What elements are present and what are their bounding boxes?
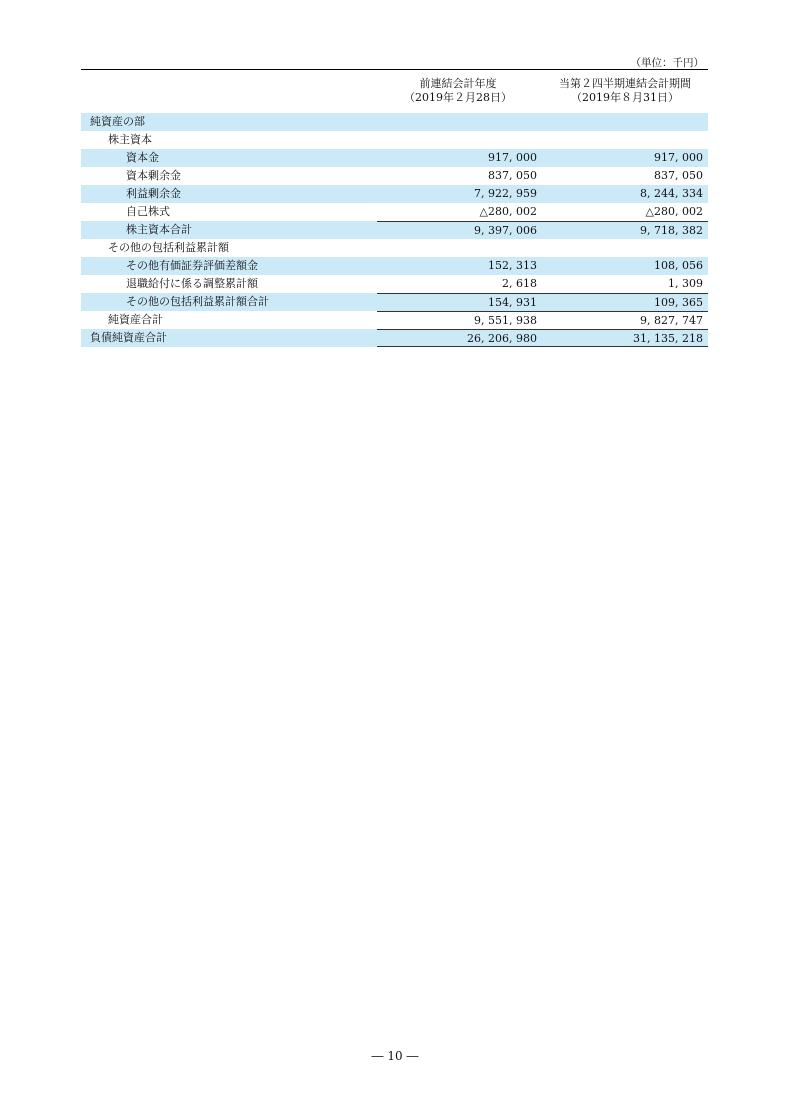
- value-curr: [542, 239, 708, 257]
- value-prev: [377, 131, 542, 149]
- column-date-prev: （2019年２月28日）: [404, 91, 512, 104]
- value-prev: 154, 931: [377, 293, 542, 311]
- row-label: その他の包括利益累計額: [108, 241, 229, 254]
- value-prev: 9, 551, 938: [377, 311, 542, 329]
- row-label: その他の包括利益累計額合計: [126, 295, 269, 308]
- row-label: 純資産の部: [90, 115, 145, 128]
- value-curr: 917, 000: [654, 151, 703, 164]
- column-header-prev-fiscal-year: [373, 77, 543, 105]
- row-label: 自己株式: [126, 205, 170, 218]
- value-prev: 917, 000: [488, 151, 537, 164]
- balance-sheet-table: [81, 113, 708, 347]
- table-row: [81, 257, 708, 275]
- page-number: ― 10 ―: [371, 1049, 419, 1063]
- row-label: その他有価証券評価差額金: [126, 259, 258, 272]
- value-curr: 109, 365: [542, 293, 708, 311]
- value-curr: △280, 002: [645, 205, 703, 218]
- row-label: 利益剰余金: [126, 187, 181, 200]
- row-label: 資本剰余金: [126, 169, 181, 182]
- value-prev: 2, 618: [502, 277, 537, 290]
- table-row: [81, 275, 708, 293]
- row-label: 退職給付に係る調整累計額: [126, 277, 258, 290]
- value-prev: 152, 313: [488, 259, 537, 272]
- unit-label: （単位：千円）: [630, 57, 704, 69]
- value-curr: 1, 309: [668, 277, 703, 290]
- table-row: [81, 113, 708, 131]
- table-row-subtotal: [81, 293, 708, 311]
- value-curr: 8, 244, 334: [640, 187, 703, 200]
- column-header-current-quarter: [540, 77, 710, 105]
- table-row: [81, 149, 708, 167]
- value-prev: 837, 050: [488, 169, 537, 182]
- row-label: 純資産合計: [108, 313, 163, 326]
- table-row: [81, 131, 708, 149]
- header-rule: [81, 69, 708, 70]
- value-curr: 108, 056: [654, 259, 703, 272]
- table-row-subtotal: [81, 221, 708, 239]
- value-curr: 9, 718, 382: [542, 221, 708, 239]
- column-date-curr: （2019年８月31日）: [571, 91, 679, 104]
- value-prev: [377, 113, 542, 131]
- column-title-prev: 前連結会計年度: [419, 77, 497, 90]
- value-curr: [542, 131, 708, 149]
- value-prev: △280, 002: [479, 205, 537, 218]
- value-prev: 26, 206, 980: [377, 329, 542, 347]
- value-curr: 837, 050: [654, 169, 703, 182]
- table-row: [81, 185, 708, 203]
- value-curr: [542, 113, 708, 131]
- value-curr: 31, 135, 218: [542, 329, 708, 347]
- table-row-grand-total: [81, 329, 708, 347]
- table-row-total: [81, 311, 708, 329]
- column-title-curr: 当第２四半期連結会計期間: [559, 77, 691, 90]
- row-label: 負債純資産合計: [90, 331, 167, 344]
- table-row: [81, 239, 708, 257]
- value-prev: 9, 397, 006: [377, 221, 542, 239]
- value-curr: 9, 827, 747: [542, 311, 708, 329]
- value-prev: [377, 239, 542, 257]
- value-prev: 7, 922, 959: [474, 187, 537, 200]
- row-label: 資本金: [126, 151, 159, 164]
- table-row: [81, 167, 708, 185]
- row-label: 株主資本合計: [126, 223, 192, 236]
- table-row: [81, 203, 708, 221]
- row-label: 株主資本: [108, 133, 152, 146]
